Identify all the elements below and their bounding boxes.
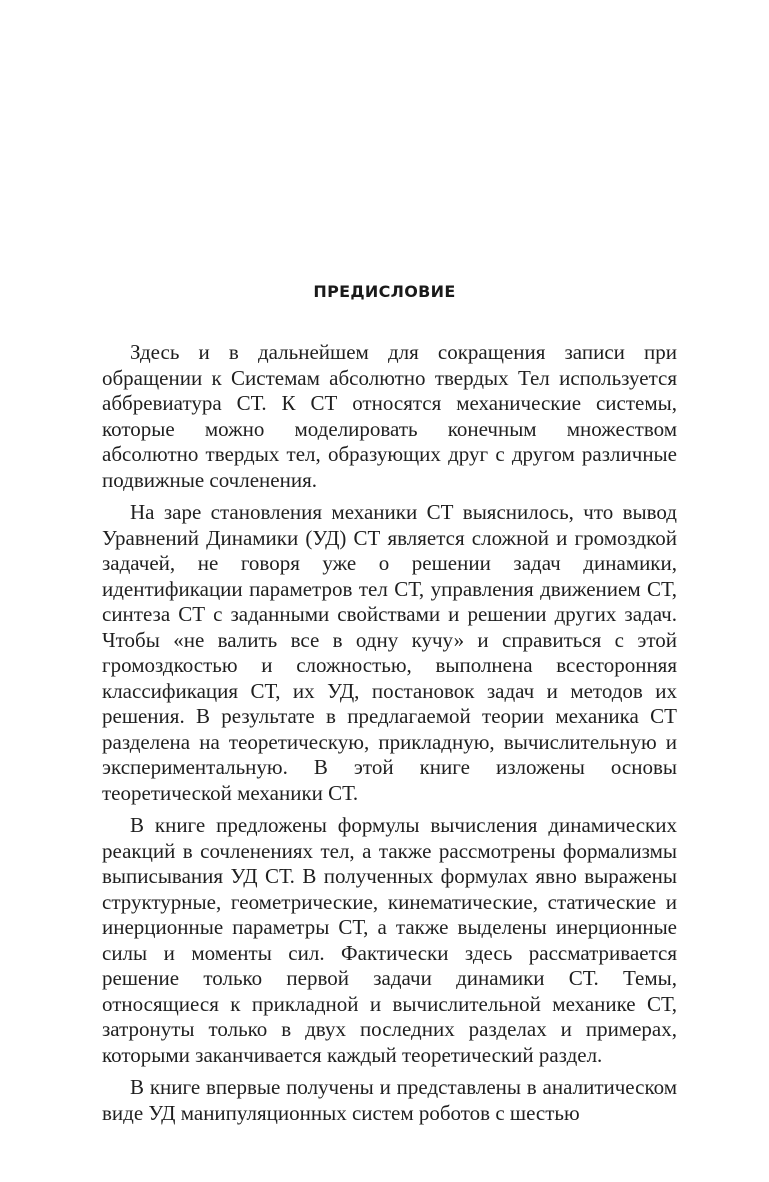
paragraph-4: В книге впервые получены и представлены в аналитическом виде УД манипуляционных систем роботов с шестью xyxy=(102,1075,677,1125)
page-title: ПРЕДИСЛОВИЕ xyxy=(313,282,456,301)
body-text xyxy=(102,340,677,1133)
paragraph-3: В книге предложены формулы вычисления динамических реакций в сочленениях тел, а также рассмотрены формализмы выписывания УД СТ. В полученных формулах явно выражены структурные, геометрические, кинематические, статические и инерционные параметры СТ, а также выделены инерционные силы и моменты сил. Фактически здесь рассматривается решение только первой задачи динамики СТ. Темы, относящиеся к прикладной и вычислительной механике СТ, затронуты только в двух последних разделах и примерах, которыми заканчивается каждый теоретический раздел. xyxy=(102,813,677,1067)
paragraph-1: Здесь и в дальнейшем для сокращения записи при обращении к Системам абсолютно твердых Тел используется аббревиатура СТ. К СТ относятся механические системы, которые можно моделировать конечным множеством абсолютно твердых тел, образующих друг с другом различные подвижные сочленения. xyxy=(102,340,677,492)
paragraph-2: На заре становления механики СТ выяснилось, что вывод Уравнений Динамики (УД) СТ является сложной и громоздкой задачей, не говоря уже о решении задач динамики, идентификации параметров тел СТ, управления движением СТ, синтеза СТ с заданными свойствами и решении других задач. Чтобы «не валить все в одну кучу» и справиться с этой громоздкостью и сложностью, выполнена всесторонняя классификация СТ, их УД, постановок задач и методов их решения. В результате в предлагаемой теории механика СТ разделена на теоретическую, прикладную, вычислительную и экспериментальную. В этой книге изложены основы теоретической механики СТ. xyxy=(102,500,677,805)
